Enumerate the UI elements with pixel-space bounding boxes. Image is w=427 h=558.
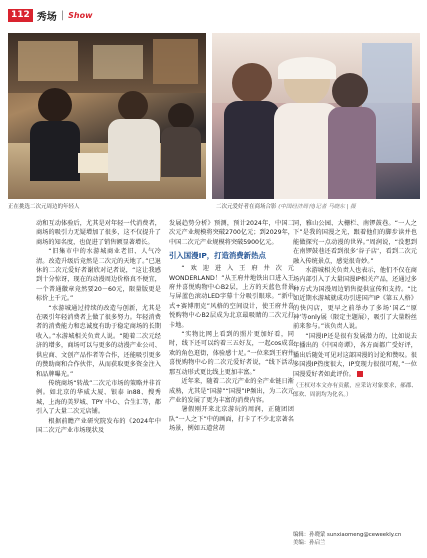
designer-line: 美编：孙启兰 [293, 540, 326, 546]
photo-credit: (中国经济周刊)记者 马晓东 | 摄 [278, 204, 356, 210]
end-mark-icon [357, 371, 363, 377]
paragraph: “欢迎进入王府井次元WONDERLAND！”从王府井地铁出口进入王府井喜悦购物中心B2层，上方的天蓝色背景与屏蓝色滚动LED字幕十分吸引眼球。“新中式+赛博朋克”风格的空间设计，使王府井喜悦购物中心B2层成为北京最吸睛的二次元打卡地。 [169, 265, 294, 329]
photo-shoppers [8, 33, 206, 199]
editor-credits [293, 531, 423, 547]
page-number: 112 [8, 9, 33, 22]
article-column-2 [169, 219, 294, 434]
section-subheading: 引入国漫IP，打造消费新热点 [169, 251, 266, 261]
editor-line: 编辑：孙晓蒙 sunxiaomeng@ceweekly.cn [293, 532, 402, 538]
caption-right-text: 二次元爱好者在商场合影 [216, 204, 277, 210]
paragraph: 暑假刚开来北京游玩的周润，正随团团队“一人之下”中的画面，打卡了不少北京著名场景，例如五道营胡 [169, 406, 294, 433]
paragraph: 发展趋势分析》预测，预计2024年，中国二次元产业规模将突破2700亿元；到2029年，中国二次元产业规模将突破5900亿元。 [169, 220, 294, 246]
paragraph: “旧集市中的水游城商业老旧、人气冷清。改造升级后竟然是二次元的天地了。”已退休的二次元爱好者谢欣对记者说，“这让我感到十分惊讶，现在的动漫周边价格真不便宜，一个普通徽章竟然要20－60元，限量版更是标价上千元。” [36, 248, 161, 303]
paragraph: 近年来，随着二次元产业的全产业链日渐成熟，尤其是“国游”“国漫”IP频出，为二次元产业的发展了更为丰富的消费内容。 [169, 378, 294, 404]
paragraph: 传统商场“转战”二次元市场的策略并非首例。如北京的华威大厦、银泰 in88、搜秀城，上海的美罗城、TPY 中心、合生汇等，都引入了大量二次元店铺。 [36, 379, 161, 416]
author-note: （王权对本文亦有贡献，应采访对象要求，郝郡、郎欢、周润均为化名。） [293, 382, 417, 399]
article-column-3 [293, 219, 417, 401]
paragraph: 同，雅山公园、大栅栏、南锣鼓巷。“一人之下”是我的国漫之光，跟着他们的脚步读并也能做探究一点动漫的世界。”周润说，“没想到在南锣鼓巷还看到很多‘谷子店’，看到二次元融入传统景点，感觉很奇妙。” [293, 220, 417, 265]
section-title: 秀场 [36, 11, 57, 23]
article-column-1 [36, 219, 161, 435]
paragraph: “水游城通过持续的改造与创新，尤其是在吸引年轻消费者上做了很多努力。年轻消费者的消费能力和忠诚度有助于稳定商场的长期收入。”水游城相关负责人说。“随着二次元经济的增多，商场可以与更多的动漫产业公司、供应商、文创产品作者等合作，还能吸引更多的赞助商和合作伙伴，从而获取更多资金注入和品牌曝光。” [36, 304, 161, 378]
section-tag: Show [68, 10, 93, 20]
paragraph [293, 332, 417, 379]
paragraph: 水游城相关负责人也表示，他们不仅在商场内部引入了大量国漫IP相关产品，还通过多种方式为国漫周边销售提供宣传和支持。“比如近期水游城就成功引进国产IP《第五人格》的快闪店，更早之前举办了多场‘国乙’‘原神’等only展（限定主题展），吸引了大量粉丝前来参与。”该负责人说。 [293, 267, 417, 331]
photo-cosplayers [212, 33, 420, 199]
caption-right [216, 202, 356, 210]
caption-left: 正在挑选二次元周边的年轻人 [8, 204, 80, 210]
paragraph-text: “国漫IP还是很有发展潜力的，比如说去年播出的《中国奇谭》，各方面都广受好评，播出后随处可见对这部国漫的讨论和赞叹。很多国漫IP热度很大，IP变现力很很可观，”一位国漫爱好者如此评价。 [293, 332, 417, 378]
paragraph: 根据前瞻产业研究院发布的《2024年中国二次元产业市场现状及 [36, 417, 161, 434]
header-separator: | [60, 9, 65, 21]
page-header [8, 8, 93, 22]
paragraph: 动和互动体验后，尤其是对年轻一代消费者，商场的吸引力无疑增加了很多，这不仅提升了商场的知名度，也促进了销售额显著增长。 [36, 220, 161, 246]
paragraph: “实物比网上看到的照片更加好看，同时，线下还可以约着三五好友，一起cos成喜欢的角色逛街，体验感十足。”一位来到王府井喜悦购物中心的二次元爱好者说，“线下活动那互动形式更比线上更加丰富。” [169, 331, 294, 376]
